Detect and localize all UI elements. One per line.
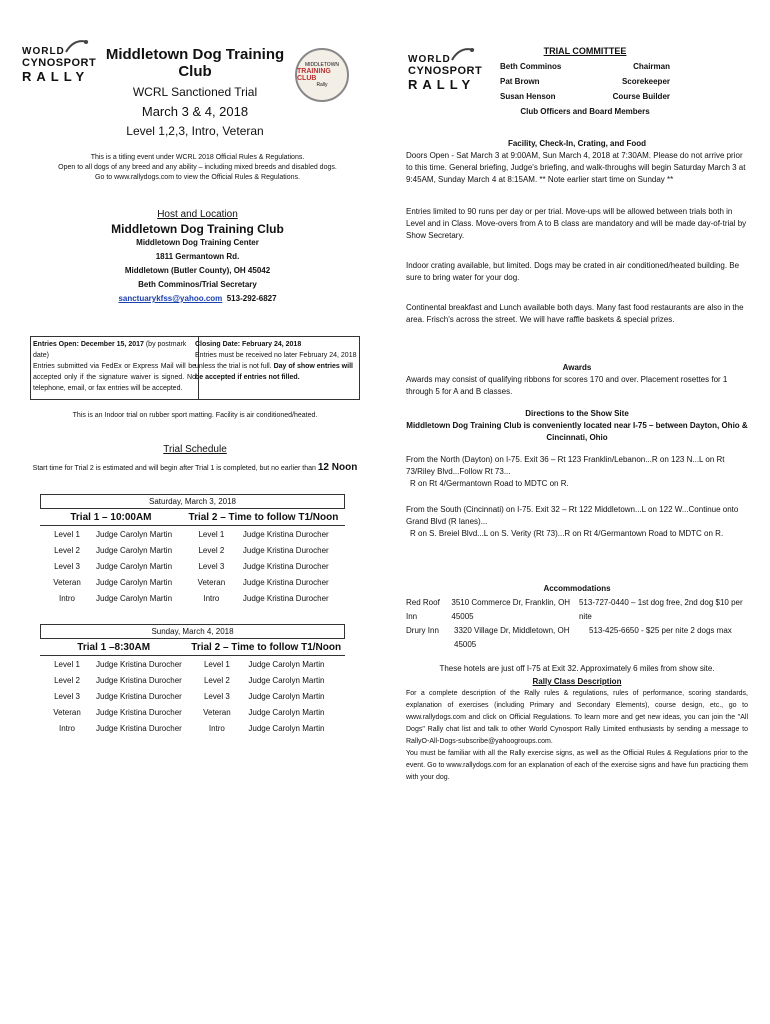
page-title: Middletown Dog Training Club <box>105 46 285 80</box>
awards-section: Awards Awards may consist of qualifying ribbons for scores 170 and over. Placement rosettes for 1 through 5 for A and B classes. <box>406 363 728 396</box>
trial-committee: TRIAL COMMITTEE Beth Comminos Chairman Pat Brown Scorekeeper Susan Henson Course Builder Club Officers and Board Members <box>500 46 670 116</box>
logo-swirl-icon <box>64 38 90 54</box>
table-row: Level 1 Judge Carolyn Martin Level 1 Judge Kristina Durocher <box>54 529 329 539</box>
host-email-link[interactable]: sanctuarykfss@yahoo.com <box>118 294 223 303</box>
sunday-heading: Sunday, March 4, 2018 <box>40 624 345 639</box>
schedule-note: Start time for Trial 2 is estimated and will begin after Trial 1 is completed, but no earlier than 12 Noon <box>32 462 358 473</box>
subtitle: WCRL Sanctioned Trial <box>132 85 258 99</box>
sunday-table: Trial 1 –8:30AM Trial 2 – Time to follow T1/Noon Level 1 Judge Kristina Durocher Level 1 Judge Carolyn Martin Level 2 Judge Kristina Durocher Level 2 Judge Carolyn Martin Level 3 Judge Kristina Durocher Level 3 Judge Carolyn Martin Veteran Judge Kristina Durocher Veteran Judge Carolyn Martin Intro Judge Kristina Durocher Intro Judge Carolyn Martin <box>40 639 345 736</box>
host-phone: 513-292-6827 <box>226 294 277 303</box>
indoor-note: This is an Indoor trial on rubber sport matting. Facility is air conditioned/heated. <box>72 412 318 419</box>
entries-open-box: Entries Open: December 15, 2017 (by postmark date) Entries submitted via FedEx or Express Mail will be accepted only if the signature waiver is signed. No telephone, email, or fax entries will be accepted. <box>30 336 199 400</box>
event-date: March 3 & 4, 2018 <box>141 104 249 119</box>
event-levels: Level 1,2,3, Intro, Veteran <box>126 124 264 138</box>
logo-line3: RALLY <box>22 69 90 84</box>
directions-section: Directions to the Show Site Middletown Dog Training Club is conveniently located near I-75 – between Dayton, Ohio & Cincinnati, Ohio From the North (Dayton) on I-75. Exit 36 – Rt 123 Franklin/Lebanon...R on 123 N...L on Rt 73/Riley Blvd...Follow Rt 73... R on Rt 4/Germantown Road to MDTC on R. From the South (Cincinnati) on I-75. Exit 32 – Rt 122 Middletown...L on 122 W...Continue onto Grand Blvd (R lanes)... R on S. Breiel Blvd...L on S. Verity (Rt 73)...R on Rt 4/Germantown Road to MDTC on R. <box>406 409 748 538</box>
saturday-heading: Saturday, March 3, 2018 <box>40 494 345 509</box>
saturday-schedule <box>40 494 345 606</box>
wcrl-logo-right: WORLD CYNOSPORT RALLY <box>408 54 478 92</box>
table-row: Level 2 Judge Carolyn Martin Level 2 Judge Kristina Durocher <box>54 545 329 555</box>
rally-section: Rally Class Description For a complete description of the Rally rules & regulations, rules of performance, scoring standards, explanation of exercises (including Primary and Secondary Elements), course design, etc., go to www.rallydogs.com and click on Official Regulations. To learn more and get new ideas, you can join the "All Dogs" Rally chat list and talk to other World Cynosport Rally Limited enthusiasts by sending a message to RallyO-All-Dogs-subscribe@yahoogroups.com. You must be familiar with all the Rally exercise signs, as well as the Official Rules & Regulations prior to the event. Go to www.rallydogs.com for an explanation of each of the exercise signs and have fun practicing them with your dog. <box>406 677 748 781</box>
table-row: Veteran Judge Kristina Durocher Veteran Judge Carolyn Martin <box>53 707 325 717</box>
sunday-schedule <box>40 624 345 736</box>
list-item: Red Roof Inn 3510 Commerce Dr, Franklin, OH 45005 513-727-0440 – 1st dog free, 2nd dog $10 per nite <box>406 598 743 621</box>
host-section: Host and Location Middletown Dog Training Club Middletown Dog Training Center 1811 Germantown Rd. Middletown (Butler County), OH 45042 Beth Comminos/Trial Secretary sanctuarykfss@yahoo.com 513-292-6827 <box>55 208 340 306</box>
schedule-heading: Trial Schedule <box>163 444 227 455</box>
table-row: Veteran Judge Carolyn Martin Veteran Judge Kristina Durocher <box>53 577 329 587</box>
club-seal: MIDDLETOWN TRAINING CLUB Rally <box>295 48 349 102</box>
list-item: Drury Inn 3320 Village Dr, Middletown, OH 45005 513-425-6650 - $25 per nite 2 dogs max <box>406 626 732 649</box>
host-name: Middletown Dog Training Club <box>111 222 284 236</box>
facility-heading: Facility, Check-In, Crating, and Food <box>507 139 647 148</box>
accommodations-section: Accommodations Red Roof Inn 3510 Commerce Dr, Franklin, OH 45005 513-727-0440 – 1st dog free, 2nd dog $10 per nite Drury Inn 3320 Village Dr, Middletown, OH 45005 513-425-6650 - $25 per nite 2 dogs max These hotels are just off I-75 at Exit 32. Approximately 6 miles from show site. <box>406 582 748 676</box>
table-row: Level 3 Judge Kristina Durocher Level 3 Judge Carolyn Martin <box>54 691 325 701</box>
facility-section: Facility, Check-In, Crating, and Food Doors Open - Sat March 3 at 9:00AM, Sun March 4, 2018 at 7:30AM. Please do not arrive prior to this time. General briefing, Judge's briefing, and walk-throughs will begin Saturday March 3 at 9:45AM, Sunday March 4 at 8:15AM. ** Note earlier start time on Sunday ** Entries limited to 90 runs per day or per trial. Move-ups will be allowed between trials both in Level and in Class. Move-overs from A to B class are mandatory and will be made day-of-trial by Show Secretary. Indoor crating available, but limited. Dogs may be crated in air conditioned/heated building. Be sure to bring water for your dog. Continental breakfast and Lunch available both days. Many fast food restaurants are also in the area. Frisch's across the street. We will have raffle baskets & special prizes. <box>406 139 747 324</box>
saturday-table: Trial 1 – 10:00AM Trial 2 – Time to follow T1/Noon Level 1 Judge Carolyn Martin Level 1 Judge Kristina Durocher Level 2 Judge Carolyn Martin Level 2 Judge Kristina Durocher Level 3 Judge Carolyn Martin Level 3 Judge Kristina Durocher Veteran Judge Carolyn Martin Veteran Judge Kristina Durocher Intro Judge Carolyn Martin Intro Judge Kristina Durocher <box>40 509 345 606</box>
logo-line2: CYNOSPORT <box>22 57 97 69</box>
host-heading: Host and Location <box>157 209 238 220</box>
logo-line1: WORLD <box>22 46 65 57</box>
intro-text: This is a titling event under WCRL 2018 Official Rules & Regulations. Open to all dogs of any breed and any ability – including mixed breeds and disabled dogs. Go to www.rallydogs.com to view the Official Rules & Regulations. <box>58 154 337 181</box>
logo-swirl-icon <box>450 46 476 62</box>
table-row: Intro Judge Kristina Durocher Intro Judge Carolyn Martin <box>58 723 325 733</box>
closing-date-box: Closing Date: February 24, 2018 Entries must be received no later February 24, 2018 unless the trial is not full. Day of show entries will be accepted if entries not filled. <box>193 336 360 400</box>
wcrl-logo <box>22 46 97 84</box>
table-row: Level 2 Judge Kristina Durocher Level 2 Judge Carolyn Martin <box>54 675 325 685</box>
table-row: Level 3 Judge Carolyn Martin Level 3 Judge Kristina Durocher <box>54 561 329 571</box>
table-row: Level 1 Judge Kristina Durocher Level 1 Judge Carolyn Martin <box>54 659 325 669</box>
committee-heading: TRIAL COMMITTEE <box>543 46 627 56</box>
table-row: Intro Judge Carolyn Martin Intro Judge Kristina Durocher <box>58 593 329 603</box>
event-header <box>95 46 295 138</box>
